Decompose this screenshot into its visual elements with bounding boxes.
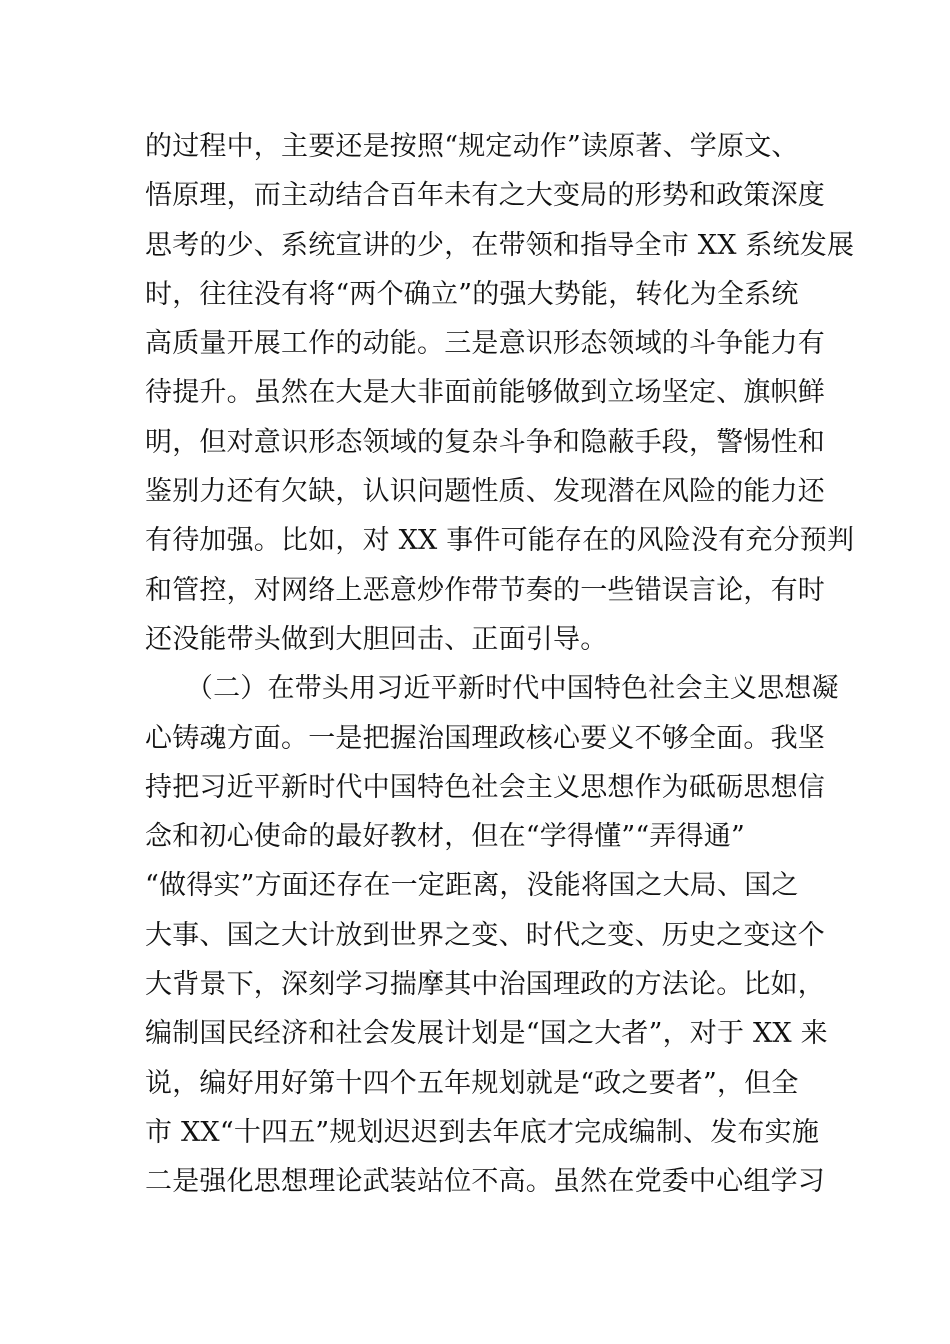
text-line: 悟原理，而主动结合百年未有之大变局的形势和政策深度 [145,180,825,212]
text-line: 念和初心使命的最好教材，但在“学得懂”“弄得通” [145,821,746,853]
text-line: 说，编好用好第十四个五年规划就是“政之要者”，但全 [145,1067,799,1099]
text-line: 大事、国之大计放到世界之变、时代之变、历史之变这个 [145,919,825,951]
text-line: 高质量开展工作的动能。三是意识形态领域的斗争能力有 [145,328,825,360]
text-line: 思考的少、系统宣讲的少，在带领和指导全市 XX 系统发展 [145,229,855,261]
text-line: 的过程中，主要还是按照“规定动作”读原著、学原文、 [145,131,799,162]
text-line: 明，但对意识形态领域的复杂斗争和隐蔽手段，警惕性和 [145,426,825,458]
text-line: 有待加强。比如，对 XX 事件可能存在的风险没有充分预判 [145,525,855,557]
text-line: 时，往往没有将“两个确立”的强大势能，转化为全系统 [145,278,799,310]
text-line: 心铸魂方面。一是把握治国理政核心要义不够全面。我坚 [145,722,825,754]
text-line: 编制国民经济和社会发展计划是“国之大者”，对于 XX 来 [145,1018,828,1050]
body-text [145,122,855,1207]
text-line: 还没能带头做到大胆回击、正面引导。 [145,623,608,655]
text-line: 鉴别力还有欠缺，认识问题性质、发现潜在风险的能力还 [145,476,825,508]
text-line: 二是强化思想理论武装站位不高。虽然在党委中心组学习 [145,1166,825,1198]
section-heading-line: （二）在带头用习近平新时代中国特色社会主义思想凝 [145,673,839,705]
text-line: 持把习近平新时代中国特色社会主义思想作为砥砺思想信 [145,771,825,803]
text-line: 大背景下，深刻学习揣摩其中治国理政的方法论。比如， [145,969,825,1001]
text-line: “做得实”方面还存在一定距离，没能将国之大局、国之 [145,870,799,902]
text-line: 和管控，对网络上恶意炒作带节奏的一些错误言论，有时 [145,574,825,606]
text-line: 市 XX“十四五”规划迟迟到去年底才完成编制、发布实施 [145,1116,820,1148]
text-line: 待提升。虽然在大是大非面前能够做到立场坚定、旗帜鲜 [145,377,825,409]
